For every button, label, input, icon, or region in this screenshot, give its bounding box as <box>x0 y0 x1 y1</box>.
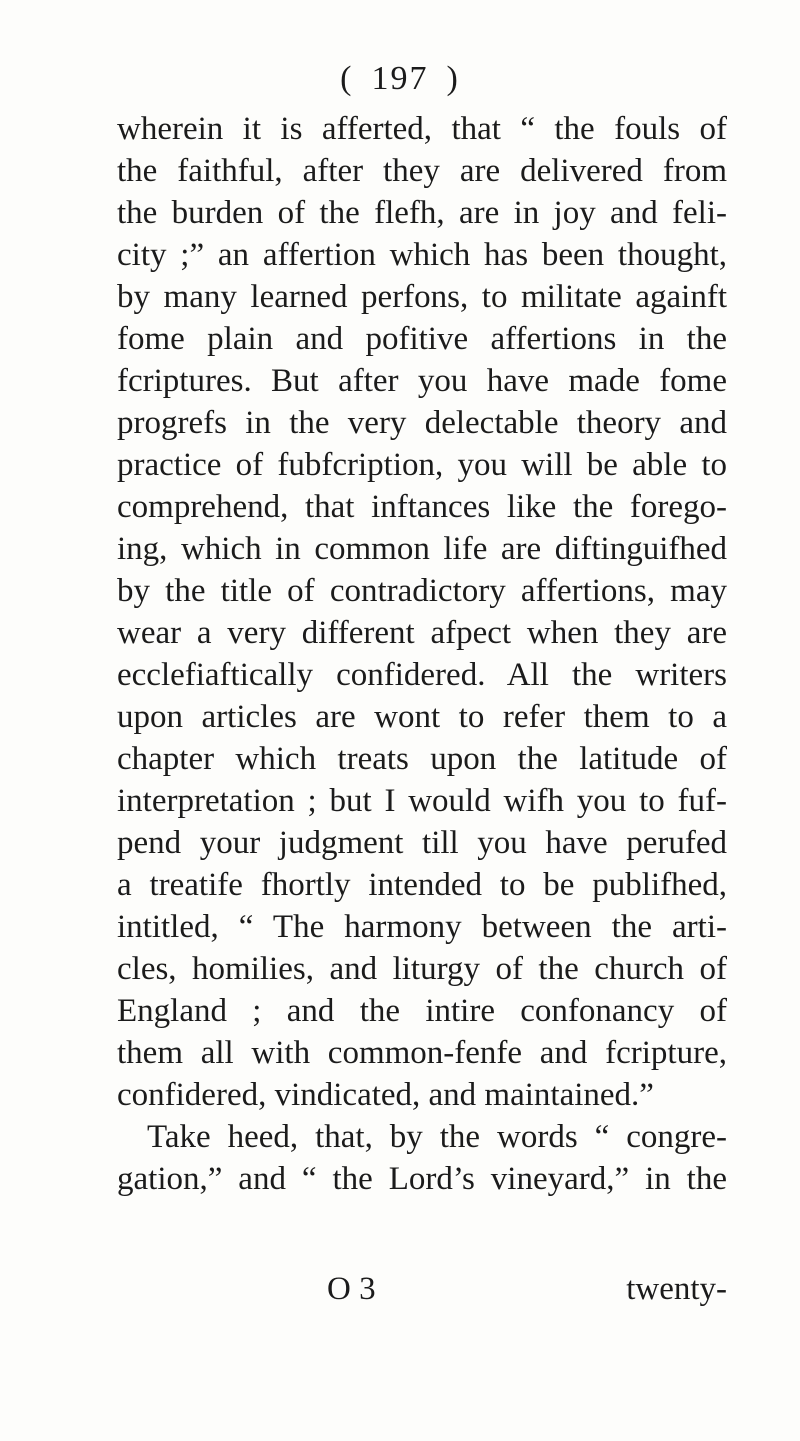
text-line: interpretation ; but I would wifh you to fuf- <box>117 783 727 819</box>
page-header <box>0 60 800 98</box>
catchword: twenty- <box>626 1271 727 1307</box>
signature-mark: O 3 <box>327 1271 376 1307</box>
text-line: the faithful, after they are delivered from <box>117 153 727 189</box>
text-line: practice of fubfcription, you will be able to <box>117 447 727 483</box>
body-text <box>117 108 727 1200</box>
text-line: chapter which treats upon the latitude of <box>117 741 727 777</box>
text-line: by the title of contradictory affertions, may <box>117 573 727 609</box>
text-line: fome plain and pofitive affertions in the <box>117 321 727 357</box>
text-line: fcriptures. But after you have made fome <box>117 363 727 399</box>
text-line: confidered, vindicated, and maintained.” <box>117 1077 654 1113</box>
text-line: the burden of the flefh, are in joy and feli- <box>117 195 727 231</box>
text-line: Take heed, that, by the words “ congre- <box>147 1119 727 1155</box>
text-line: cles, homilies, and liturgy of the church of <box>117 951 727 987</box>
text-line: ecclefiaftically confidered. All the writers <box>117 657 727 693</box>
text-line: wear a very different afpect when they are <box>117 615 727 651</box>
text-line: ing, which in common life are diftinguifhed <box>117 531 727 567</box>
page-footer <box>117 1268 727 1310</box>
text-line: progrefs in the very delectable theory and <box>117 405 727 441</box>
header-close-paren: ) <box>446 60 460 97</box>
text-line: wherein it is afferted, that “ the fouls of <box>117 111 727 147</box>
text-line: comprehend, that inftances like the forego- <box>117 489 727 525</box>
text-line: a treatife fhortly intended to be publifhed, <box>117 867 727 903</box>
header-open-paren: ( <box>340 60 354 97</box>
text-line: upon articles are wont to refer them to a <box>117 699 727 735</box>
text-line: by many learned perfons, to militate againft <box>117 279 727 315</box>
text-line: city ;” an affertion which has been thought, <box>117 237 727 273</box>
text-line: intitled, “ The harmony between the arti- <box>117 909 727 945</box>
text-line: pend your judgment till you have perufed <box>117 825 727 861</box>
text-line: gation,” and “ the Lord’s vineyard,” in the <box>117 1161 727 1197</box>
page-number: 197 <box>371 60 429 97</box>
text-line: England ; and the intire confonancy of <box>117 993 727 1029</box>
text-line: them all with common-fenfe and fcripture, <box>117 1035 727 1071</box>
